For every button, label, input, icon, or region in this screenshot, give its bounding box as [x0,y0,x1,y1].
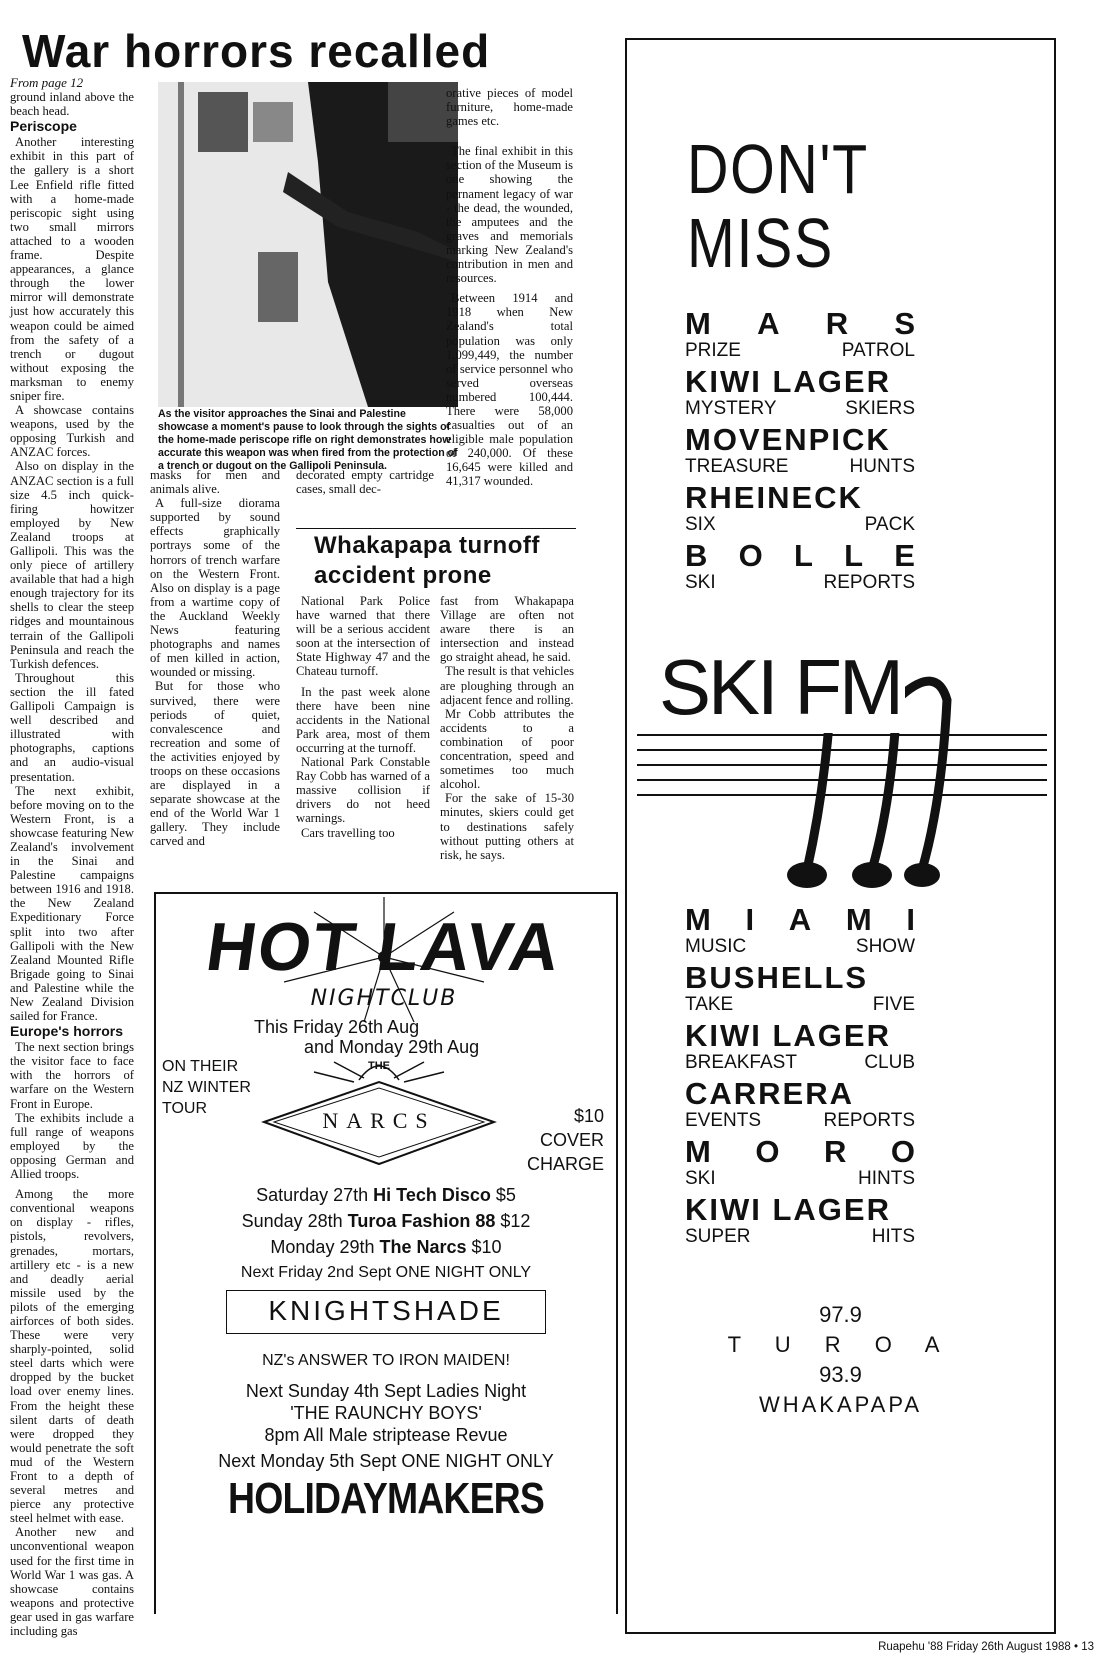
sponsor-slot [685,1226,915,1248]
sponsor-letter: E [894,538,915,573]
sponsor-letter: A [788,902,812,937]
slot-left: MUSIC [685,936,747,957]
slot-right: CLUB [864,1052,915,1073]
sponsor-letter: M [685,902,711,937]
event-day: Sunday 28th [241,1211,348,1231]
paragraph: Throughout this section the ill fated Gallipoli Campaign is well described and illustrated with photographs, captions and an audio-visual presentation. [10,670,134,784]
event-date-2: and Monday 29th Aug [304,1037,480,1057]
sponsor-list-1 [685,308,915,598]
paragraph: The next exhibit, before moving on to the Western Front, is a showcase featuring New Zealand's involvement in the Sinai and Palestine campaigns between 1916 and 1918. the New Zealand Expeditionary Force split into two after Gallipoli with the New Zealand Mounted Rifle Brigade going to Sinai and Palestine while the New Zealand Division sailed for France. [10,783,134,1024]
sponsor-entry [685,1136,915,1190]
slot-left: MYSTERY [685,398,777,419]
nightclub-label: NIGHTCLUB [310,986,458,1011]
sponsor-letter: S [894,306,915,341]
page-headline: War horrors recalled [22,25,491,77]
event-day: Monday 29th [270,1237,380,1257]
slot-right: PACK [864,514,915,535]
next-friday: Next Friday 2nd Sept ONE NIGHT ONLY [240,1264,532,1281]
subheading-periscope: Periscope [10,118,77,135]
sponsor-letter: M [685,306,711,341]
miss-label: MISS [687,204,834,282]
sponsor-letter: O [738,538,763,573]
paragraph: masks for men and animals alive. [150,468,280,497]
subheading-europes-horrors: Europe's horrors [10,1023,124,1040]
paragraph: Another interesting exhibit in this part of the gallery is a short Lee Enfield rifle fitted with a home-made periscopic sight using two small mirrors attached to a wooden frame. Despite appearances, a glance through the lower mirror will demonstrate just how accurately this weapon could be aimed from the safety of a trench or dugout without exposing the marksman to enemy sniper fire. [10,135,134,403]
slot-left: EVENTS [685,1110,762,1131]
sponsor-entry [685,482,915,536]
sponsor-letter: L [844,538,864,573]
sponsor-entry [685,366,915,420]
holidaymakers-logo: HOLIDAYMAKERS [228,1474,544,1523]
narcs-the: THE [368,1060,390,1072]
cover-charge [494,1104,604,1176]
sponsor-letter: R [825,306,849,341]
event-name: The Narcs [379,1237,467,1257]
slot-right: SHOW [855,936,915,957]
sponsor-letter: O [890,1134,915,1169]
sponsor-list-2 [685,904,915,1252]
knightshade-logo: KNIGHTSHADE [226,1290,546,1334]
ladies-night: Next Sunday 4th Sept Ladies Night [245,1381,527,1401]
sponsor-letter: O [755,1134,780,1169]
paragraph: The exhibits include a full range of weapons employed by the opposing German and Allied troops. [10,1110,134,1182]
sponsor-slot [685,1110,915,1132]
cover-line: CHARGE [526,1154,604,1174]
paragraph: But for those who survived, there were periods of quiet, convalescence and recreation and some of the activities enjoyed by troops on these occasions are displayed in a separate showcase at the end of the World War 1 gallery. They include carved and [150,679,280,849]
paragraph: For the sake of 15-30 minutes, skiers could get to destinations safely without putting others at risk, he says. [440,791,574,862]
sponsor-entry [685,540,915,594]
hot-lava-ad [154,892,618,1614]
frequency-whakapapa: 93.9 [819,1362,862,1387]
slot-left: TREASURE [685,456,789,477]
sponsor-entry [685,904,915,958]
slot-right: HINTS [858,1168,915,1189]
slot-right: REPORTS [823,1110,915,1131]
sponsor-entry [685,1194,915,1248]
tour-line: ON THEIR [162,1058,239,1075]
sponsor-slot [685,994,915,1016]
sponsor-slot [685,398,915,420]
story2-column-left [296,594,430,840]
event-price: $12 [495,1211,531,1231]
revue-time: 8pm All Male striptease Revue [264,1425,508,1445]
article-column-2 [150,468,280,849]
sponsor-letter: I [906,902,915,937]
paragraph: Cars travelling too [301,825,395,840]
paragraph: Between 1914 and 1918 when New Zealand's total population was only 1,099,449, the number of service personnel who served overseas numbered 100,444. There were 58,000 casualties out of an eligible male population of 240,000. Of these 16,645 were killed and 41,317 wounded. [446,291,573,489]
iron-maiden-tagline: NZ's ANSWER TO IRON MAIDEN! [262,1352,510,1369]
event-saturday [154,1184,618,1206]
slot-left: PRIZE [685,340,741,361]
event-price: $10 [466,1237,502,1257]
article-column-1 [10,76,134,1638]
story2-column-right [440,594,574,862]
story-divider [296,528,576,529]
cover-line: COVER [539,1130,604,1150]
sponsor-name [685,904,915,936]
dont-label: DON'T [687,130,869,208]
slot-right: HUNTS [849,456,915,477]
sponsor-slot [685,572,915,594]
sponsor-entry [685,308,915,362]
page-footer: Ruapehu '88 Friday 26th August 1988 • 13 [878,1641,1094,1653]
sponsor-name [685,1136,915,1168]
tour-line: NZ WINTER [162,1079,251,1096]
sponsor-letter: M [685,1134,711,1169]
article-column-3 [296,468,434,496]
sponsor-name: CARRERA [685,1076,854,1111]
slot-left: SKI [685,572,716,593]
sponsor-slot [685,456,915,478]
slot-left: SUPER [685,1226,751,1247]
slot-left: SKI [685,1168,716,1189]
photo-caption: As the visitor approaches the Sinai and Palestine showcase a moment's pause to look through the sights of the home-made periscope rifle on right demonstrates how accurate this weapon was when fired from the protection of a trench or dugout on the Gallipoli Peninsula. [158,408,458,472]
sponsor-letter: M [845,902,872,937]
frequency-turoa: 97.9 [819,1302,862,1327]
ski-fm-ad [625,38,1056,1634]
paragraph: fast from Whakapapa Village are often not aware there is an intersection and instead go straight ahead, he said. [440,594,574,665]
sponsor-letter: A [757,306,780,341]
article-column-4 [446,86,573,489]
sponsor-slot [685,340,915,362]
slot-left: SIX [685,514,716,535]
event-name: Turoa Fashion 88 [347,1211,496,1231]
narcs-band-name: NARCS [322,1108,436,1133]
slot-right: HITS [871,1226,915,1247]
sponsor-entry [685,1078,915,1132]
event-sunday [154,1210,618,1232]
price: $10 [573,1106,604,1126]
paragraph: Among the more conventional weapons on display - rifles, pistols, revolvers, grenades, mortars, artillery etc - is a new and deadly aerial missile used by the pilots of the emerging airforces of both sides. These were very sharply-pointed, solid steel darts which were dropped by the bucket load over enemy lines. From the height these silent darts of death were dropped they would penetrate the soft mud of the Western Front to a depth of several metres and pierce any protective steel helmet with ease. [10,1187,134,1526]
sponsor-slot [685,1168,915,1190]
sponsor-letter: R [823,1134,847,1169]
sponsor-slot [685,936,915,958]
ski-fm-wordmark: SKI FM [655,642,905,733]
paragraph: A showcase contains weapons, used by the opposing Turkish and ANZAC forces. [10,403,134,460]
sponsor-name [685,540,915,572]
paragraph: National Park Constable Ray Cobb has warned of a massive collision if drivers do not heed warnings. [296,755,430,826]
hot-lava-title: HOT LAVA [201,909,567,985]
paragraph: The next section brings the visitor face to face with the horrors of warfare on the Western Front in Europe. [10,1040,134,1111]
story2-headline: Whakapapa turnoff accident prone [314,532,540,589]
slot-left: TAKE [685,994,734,1015]
event-date-1: This Friday 26th Aug [254,1017,420,1037]
paragraph: A full-size diorama supported by sound effects graphically portrays some of the horrors of trench warfare on the Western Front. Also on display is a page from a wartime copy of the Auckland Weekly News featuring photographs and names of men killed in action, wounded or missing. [150,496,280,680]
event-monday [154,1236,618,1258]
paragraph: The final exhibit in this section of the Museum is one showing the pernament legacy of war - the dead, the wounded, the amputees and the graves and memorials marking New Zealand's contribution in men and resources. [446,144,573,286]
slot-right: PATROL [841,340,915,361]
continued-from-label: From page 12 [10,75,84,90]
paragraph: ground inland above the beach head. [10,90,134,119]
event-price: $5 [490,1185,516,1205]
paragraph: Mr Cobb attributes the accidents to a combination of poor concentration, speed and sometimes too much alcohol. [440,706,574,792]
sponsor-entry [685,962,915,1016]
photo-illustration [158,82,458,407]
paragraph: In the past week alone there have been nine accidents in the National Park area, most of them occurring at the turnoff. [296,684,430,755]
paragraph: Another new and unconventional weapon used for the first time in World War 1 was gas. A showcase contains weapons and protective gear used in gas warfare including gas [10,1525,134,1639]
slot-right: FIVE [872,994,915,1015]
next-monday: Next Monday 5th Sept ONE NIGHT ONLY [218,1451,554,1471]
paragraph: orative pieces of model furniture, home-made games etc. [446,86,573,129]
sponsor-slot [685,514,915,536]
sponsor-name: MOVENPICK [685,422,891,457]
paragraph: The result is that vehicles are ploughing through an adjacent fence and rolling. [440,664,574,707]
slot-right: SKIERS [845,398,915,419]
paragraph: Also on display in the ANZAC section is a full size 4.5 inch quick-firing howitzer employed by New Zealand troops at Gallipoli. This was the only piece of artillery available that had a high enough trajectory for its shells to clear the steep ridges and mountainous terrain of the Gallipoli Peninsula and reach the Turkish defences. [10,459,134,671]
location-whakapapa: WHAKAPAPA [758,1392,923,1417]
slot-right: REPORTS [823,572,915,593]
sponsor-letter: L [793,538,813,573]
sponsor-name: KIWI LAGER [685,1018,891,1053]
tour-line: TOUR [162,1100,208,1117]
raunchy-boys: 'THE RAUNCHY BOYS' [290,1403,482,1423]
sponsor-name: BUSHELLS [685,960,869,995]
sponsor-letter: I [745,902,755,937]
sponsor-entry [685,424,915,478]
event-name: Hi Tech Disco [373,1185,491,1205]
sponsor-name: RHEINECK [685,480,863,515]
paragraph: decorated empty cartridge cases, small dec- [296,468,434,497]
paragraph: National Park Police have warned that there will be a serious accident soon at the intersection of State Highway 47 and the Chateau turnoff. [296,594,430,679]
event-day: Saturday 27th [256,1185,374,1205]
sponsor-letter: B [685,538,708,573]
location-turoa: T U R O A [727,1332,954,1357]
sponsor-slot [685,1052,915,1074]
sponsor-name: KIWI LAGER [685,1192,891,1227]
sponsor-name: KIWI LAGER [685,364,891,399]
sponsor-name [685,308,915,340]
sponsor-entry [685,1020,915,1074]
museum-photo [158,82,458,407]
slot-left: BREAKFAST [685,1052,797,1073]
